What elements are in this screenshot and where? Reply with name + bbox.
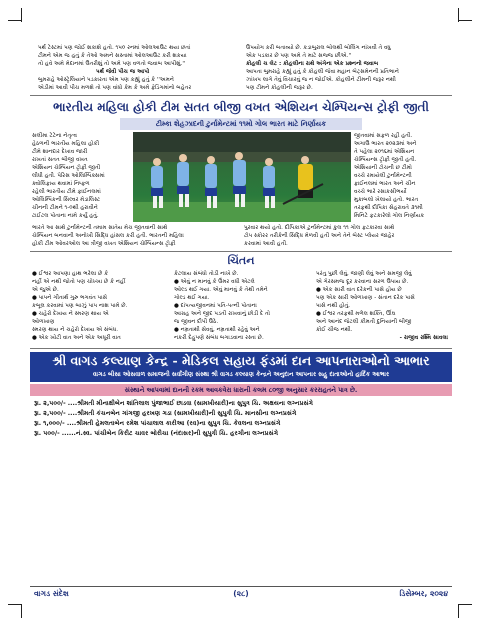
donor-line: રૂા. ૧,૦૦૦/- ....શ્રીમતી હેમલતાબેન રમેશ પાંચાલાલ કારીઆ (રવ)ના સુપુત્ર ચિ. કેવલના લગ્નપ્રસંગે — [34, 420, 281, 427]
crop-mark-tr-v — [458, 8, 459, 22]
text-line: ટીમે શાનદાર દેખાવ જારી — [32, 149, 88, 155]
chintan-column-1 — [32, 270, 166, 342]
text-line: ● દાંપત્યજીવનમાં પતિ-પત્ની પોતાના — [174, 303, 257, 309]
text-line: વચ્ચે ભારે રસાકસીભર્યો — [354, 189, 407, 195]
crop-mark-bl-h — [8, 604, 22, 605]
text-line: ટાઈટલ પોતાના નામે કર્યું હતું. — [32, 213, 99, 219]
chintan-column-2 — [174, 270, 308, 342]
text-line: પરંતુ પુછી લેવું, જાણી લેવું અને સમજી લેવું — [316, 271, 412, 277]
text-line: ભારતે આ સાથે ટુર્નામેન્ટની તમામ સાતેય મેચ જીતવાની સાથે — [32, 225, 168, 231]
text-line: ઉપયોગ કરી બતાવ્યો છે. કડાબુરાલ બોલથી બોલિંગ નાંખવી તે વધુ — [246, 45, 391, 51]
text-line: એ ગેરસમજ દૂર કરવાના સરળ ઉપાય છે. — [316, 279, 409, 285]
text-line: પણ ટીમને કોહલીની જરૂર છે. — [246, 85, 313, 91]
text-line: ચેમ્પિયન્સ ટ્રોફી જીતી હતી. — [354, 157, 417, 163]
divider — [30, 95, 452, 96]
crop-mark-br-h — [458, 604, 472, 605]
chintan-column-3 — [316, 270, 452, 342]
text-line: એક પડકાર છે પણ અમે તે માટે સજ્જ છીએ.'' — [246, 53, 352, 59]
text-line: ફાઈનલમાં ભારત અને ચીન — [354, 181, 416, 187]
footer-magazine-name: વાગડ સંદેશ — [34, 589, 69, 598]
text-line: ● ચહેરો દેખાય ને સ્મરણ થાય એ — [32, 311, 109, 317]
text-line: તે પહેલા ૨૦૧૬માં એશિયન — [354, 149, 415, 155]
text-line: ઓલ્ડ થઈ ગયા. એવું માનવું કે તેથી તમેને — [174, 287, 268, 293]
text-line: એડીમાં આવી પીચ મળશે તો પણ વાંધો કેમ કે અમે ફેડિંગમાંનો બહેતર — [38, 85, 192, 91]
text-line: ● એવું ન માનવું કે ઉંમર વધી એટલે — [174, 279, 255, 285]
text-line: તો હવે અમે મેદાનમાં ઉતરીશું તો અમે પણ વળતો જવાબ આપીશું.'' — [38, 61, 186, 67]
text-line: એશિયાની ટોચની છ ટીમો — [354, 165, 412, 171]
text-line: એ જુએ છે. — [32, 287, 59, 293]
donor-line: રૂા. ૨,૫૦૦/- ....શ્રીમતી મીનાક્ષીબેન શાંતિલાલ પુંજાભાઈ છાડવા (સામખીયારી)ના સુપુત્ર ચિ. અક્ષયના લગ્નપ્રસંગે — [34, 400, 313, 407]
article-left-column — [32, 132, 130, 220]
text-line: ઓલિમ્પિકની સિલ્વર મેડાલિસ્ટ — [32, 197, 101, 203]
top-text-right — [246, 44, 450, 92]
text-line: હોકી ટીમ ઓવરઓલ આ ત્રીજી વખત એશિયન ચેમ્પિયન્સ ટ્રોફી — [32, 241, 176, 247]
donation-banner-subtitle: વાગડ બીસા ઓસવાળ સમાજની સર્વાંગીણ સંસ્થા શ્રી વાગડ કલ્યાણ કેન્દ્રને અનુદાન આપનાર સહુ દાતાઓનો હાર્દિક આભાર — [92, 371, 390, 378]
chintan-heading: ચિંતન — [227, 254, 255, 267]
text-line: આગ્રહ અને જીદ પડતી રાખવાનું છોડી દે તો — [174, 311, 270, 317]
text-line: તરફથી દીપિકા સેહરાવતે ૩૧મી — [354, 205, 423, 211]
donor-list — [34, 400, 452, 438]
text-line: ● નમ્રતાથી સેવવું, નમ્રતાથી રહેવું અને — [174, 327, 260, 333]
hockey-players-illustration — [133, 132, 351, 222]
tax-exemption-strip: સંસ્થાને આપવામાં દાનની રકમ આવકવેરા ધારાની કલમ ૮૦જી અનુસાર કરરાહતને પાત્ર છે. — [30, 384, 452, 396]
text-line: ટોપ સ્કોરર તરીકેની સિદ્ધિ મેળવી હતી અને તેને બેસ્ટ પ્લેયર જાહેર — [244, 233, 395, 239]
text-line: કરવામાં આવી હતી. — [244, 241, 288, 247]
text-line: ગોલ્ડ થઈ ગયા. — [174, 295, 210, 301]
magazine-page — [30, 32, 452, 598]
text-line: નહીં એ નથી જોતો પણ ચોખ્ખા છે કે નહીં — [32, 279, 126, 285]
crop-mark-tl-v — [21, 8, 22, 22]
text-line: આપતા બુમરાહે કહ્યું હતું કે કોહલી જેવા મહાન બેટ્સમેનની પ્રતિભાને — [246, 69, 399, 75]
text-line: એશિયન ચેમ્પિયન ટ્રોફી જીતી — [32, 165, 101, 171]
divider — [30, 251, 452, 252]
text-line: અને આનંદ જેટલી કીમતી દુનિયાની બીજી — [316, 319, 412, 325]
crop-mark-br-v — [458, 604, 459, 618]
text-line: ચેમ્પિયન બનવાની અનોખી સિદ્ધિ હાંસલ કરી હતી. ભારતની મહિલા — [32, 233, 184, 239]
text-line: ● પાપને ગીતાર્થ ગુરુ ભગવંત પાસે — [32, 295, 108, 301]
text-line: રહેલી ભારતીય ટીમે ફાઈનલમાં — [32, 189, 101, 195]
text-line: ક્વોલિફાય થવામાં નિષ્ફળ — [32, 181, 90, 187]
text-line: રાખતાં સતત બીજી વખત — [32, 157, 88, 163]
text-line: મિનિટે ફટકારેલો ગોલ નિર્ણાયક — [354, 213, 425, 219]
crop-mark-tr-h — [458, 20, 472, 21]
article-right-column — [354, 132, 452, 220]
text-line: પર્થ ટેસ્ટમાં પણ જોઈ શકાશે હતો. ૧૫૦ રનમાં ઓલઆઉટ થયા છતાં — [38, 45, 191, 51]
text-line: પુરવાર થયો હતો. દીપિકાએ ટુર્નામેન્ટમાં કુલ ૧૧ ગોલ ફટકારવા સાથે — [244, 225, 395, 231]
text-line: જીતવામાં સફળ રહી હતી. — [354, 133, 413, 139]
text-line: પાસે નથી હોતું. — [316, 303, 351, 309]
text-line: જ જીવન દીપી ઉઠે. — [174, 319, 219, 325]
article-subheadline: ટીમ્કા શેહઝાદની ટુર્નામેન્ટમાં ૧૧મો ગોલ ભારત માટે નિર્ણાયક — [120, 118, 362, 130]
text-line: કોઈ ચીજ નથી. — [316, 327, 353, 333]
text-line: સલીમા ટેટેના નેતૃત્વ — [32, 133, 77, 139]
donor-line: રૂા. ૫૦૦/- ......નં.સ્વ. પાંચીબેન કિરીટ ચાવર બોરીચા (નંદાસર)ની સુપુત્રી ચિ. હરગીના લગ્નપ્રસંગે — [34, 430, 279, 437]
text-line: ● ઈશ્વર તરફથી મળેલ શક્તિ, ઊંઘ — [316, 311, 396, 317]
text-line: ● એક સારી વાત દરેકની પાસે હોય છે — [316, 287, 402, 293]
text-line: અગાઉ ભારત ૨૦૨૩માં અને — [354, 141, 417, 147]
page-footer — [30, 586, 452, 598]
signature: - રાજીવ રશ્મિ સાવલા — [399, 335, 448, 341]
text-line: ઝાંખપ લાગે તેવું વિચારવું જ ન જોઈએ. કોહલીને ટીમની જરૂર નથી — [246, 77, 396, 83]
article-headline: ભારતીય મહિલા હોકી ટીમ સતત બીજી વખત એશિયન ચેમ્પિયન્સ ટ્રોફી જીતી — [53, 100, 429, 114]
text-line: કેટલાય સંબંધો તોડી નાખે છે. — [174, 271, 239, 277]
text-line: નકરી દેહુપણે સંબંધ બગાડવાના રસ્તા છે. — [174, 335, 264, 341]
text-line: વચ્ચે રમાયેલી ટુર્નામેન્ટની — [354, 173, 412, 179]
text-line: ઓળખાણ — [32, 319, 55, 325]
divider — [30, 348, 452, 349]
text-line: ● એક ખોટી વાત અને એક અધૂરી વાત — [32, 335, 121, 341]
subheading: પર્થ જેવી પીચ જ આપો — [96, 69, 150, 75]
text-line: મુકાબલો ખેલાયો હતો. ભારત — [354, 197, 419, 203]
footer-date: ડિસેમ્બર, ૨૦૨૪ — [399, 589, 448, 598]
text-line: લીધી હતી. પેરિસ ઓલિમ્પિક્સમાં — [32, 173, 105, 179]
crop-mark-bl-v — [21, 604, 22, 618]
text-line: પણ એક સારી ઓળખાણ - સંતાન દરેક પાસે — [316, 295, 415, 301]
donor-line: રૂા. ૨,૫૦૦/- ....શ્રીમતી કંચનબેન ગાંગજી હરખણ ગડા (સામખીયારી)ની સુપુત્રી ચિ. માનસીના લગ્નપ્રસંગે — [34, 410, 297, 417]
text-line: હેઠળની ભારતીય મહિલા હોકી — [32, 141, 100, 147]
text-line: ચીનની ટીમને ૧-૦થી હરાવીને — [32, 205, 98, 211]
text-line: ● ઈશ્વર આપણા હાથ ભરેલા છે કે — [32, 271, 109, 277]
text-line: સ્મરણ થાય ને ચહેરો દેખાય એ સંબંધ. — [32, 327, 119, 333]
hockey-match-photo — [133, 132, 351, 222]
top-text-left — [38, 44, 238, 92]
footer-page-number: (૨૮) — [233, 589, 249, 598]
donation-banner — [30, 352, 452, 382]
article-bottom-left — [32, 224, 236, 248]
crop-mark-tl-h — [8, 20, 22, 21]
article-bottom-right — [244, 224, 452, 248]
text-line: કોહલી ચ લેટ : કોહલીના રાથે અંગેના એક પ્રશ્નનો જવાબ — [246, 61, 379, 67]
donation-banner-title: શ્રી વાગડ કલ્યાણ કેન્દ્ર - મેડિકલ સહાય ફંડમાં દાન આપનારાઓનો આભાર — [52, 353, 430, 368]
text-line: કબૂલ કરવામાં પણ બાઝું પાપ નાશ પામે છે. — [32, 303, 128, 309]
text-line: બુમરાહે ઓસ્ટ્રેલિયાને પડકારતા એમ પણ કહ્યું હતું કે ''અમને — [38, 77, 174, 83]
text-line: ટીમને એમ જ હતું કે તેઓ અમને સસ્તામાં ઓલઆઉટ કરી શકયા — [38, 53, 187, 59]
